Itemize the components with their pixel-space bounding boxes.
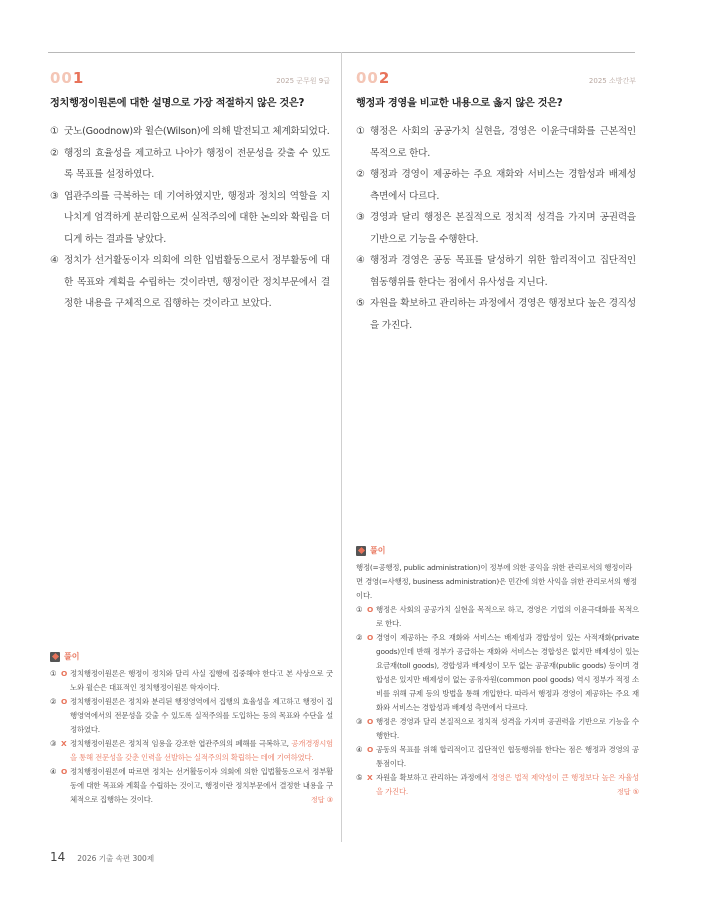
pencil-icon: [50, 652, 60, 662]
option-item: ① 행정은 사회의 공공가치 실현을, 경영은 이윤극대화를 근본적인 목적으로 한다.: [356, 126, 636, 159]
answer-label: 정답 ③: [310, 796, 333, 804]
option-item: ⑤ 자원을 확보하고 관리하는 과정에서 경영은 행정보다 높은 경직성을 가진다.: [356, 298, 636, 331]
explanation-item: ④ O 공동의 목표를 위해 합리적이고 집단적인 협동행위를 한다는 점은 행정과 경영의 공통점이다.: [356, 745, 639, 768]
page-number: 14: [50, 850, 66, 864]
explanation-item: ① O 행정은 사회의 공공가치 실현을 목적으로 하고, 경영은 기업의 이윤극대화를 목적으로 한다.: [356, 605, 639, 628]
explanation-2: [356, 545, 639, 799]
explanation-label: 풀이: [370, 546, 386, 555]
option-list: [50, 121, 330, 315]
book-title: 2026 기출 속편 300제: [77, 854, 155, 863]
explanation-item: ⑤ X 자원을 확보하고 관리하는 과정에서 경영은 법적 제약성이 큰 행정보다 높은 자율성을 가진다.: [356, 773, 639, 796]
option-item: ③ 경영과 달리 행정은 본질적으로 정치적 성격을 가지며 공권력을 기반으로 기능을 수행한다.: [356, 212, 636, 245]
highlighted-text: 공개경쟁시험을 통해 전문성을 갖춘 인력을 선발하는 실적주의의 확립하는 데에 기여하였다.: [70, 739, 333, 762]
option-item: ① 굿노(Goodnow)와 윌슨(Wilson)에 의해 발전되고 체계화되었다.: [50, 126, 330, 137]
answer-label: 정답 ⑤: [616, 788, 639, 796]
question-title: 정치행정이원론에 대한 설명으로 가장 적절하지 않은 것은?: [50, 98, 305, 109]
explanation-item: ② O 정치행정이원론은 정치와 분리된 행정영역에서 집행의 효율성을 제고하고 행정이 집행영역에서의 전문성을 갖출 수 있도록 실적주의를 도입하는 등의 목표와 수단을 설정하였다.: [50, 697, 333, 734]
explanation-item: ③ X 정치행정이원론은 정치적 임용을 강조한 엽관주의의 폐해를 극복하고, 공개경쟁시험을 통해 전문성을 갖춘 인력을 선발하는 실적주의의 확립하는 데에 기여하였다.: [50, 739, 333, 762]
question-header: [50, 70, 330, 86]
option-item: ② 행정의 효율성을 제고하고 나아가 행정이 전문성을 갖출 수 있도록 목표를 설정하였다.: [50, 147, 330, 180]
question-header: [356, 70, 636, 86]
column-divider: [341, 52, 342, 842]
option-item: ④ 행정과 경영은 공동 목표를 달성하기 위한 합리적이고 집단적인 협동행위를 한다는 점에서 유사성을 지닌다.: [356, 255, 636, 288]
question-1: [50, 70, 330, 315]
explanation-item: ③ O 행정은 경영과 달리 본질적으로 정치적 성격을 가지며 공권력을 기반으로 기능을 수행한다.: [356, 717, 639, 740]
explanation-item: ① O 정치행정이원론은 행정이 정치와 달리 사실 집행에 집중해야 한다고 본 사상으로 굿노와 윌슨은 대표적인 정치행정이원론 학자이다.: [50, 669, 333, 692]
question-title: 행정과 경영을 비교한 내용으로 옳지 않은 것은?: [356, 98, 563, 109]
question-number: 002: [356, 69, 391, 87]
explanation-intro: 행정(=공행정, public administration)이 정부에 의한 공익을 위한 관리로서의 행정이라면 경영(=사행정, business administration)은 민간에 의한 사익을 위한 관리로서의 행정이다.: [356, 563, 637, 600]
explanation-item: ④ O 정치행정이원론에 따르면 정치는 선거활동이자 의회에 의한 입법활동으로서 정부활동에 대한 목표와 계획을 수립하는 것이고, 행정이란 정치부문에서 결정한 내용을 구체적으로 집행하는 것이다.: [50, 767, 333, 804]
question-number: 001: [50, 69, 85, 87]
option-list: [356, 121, 636, 336]
explanation-header: [356, 545, 639, 556]
highlighted-text: 경영은 법적 제약성이 큰 행정보다 높은 자율성을 가진다.: [376, 773, 639, 796]
explanation-header: [50, 651, 333, 662]
explanation-1: [50, 651, 333, 807]
option-item: ② 행정과 경영이 제공하는 주요 재화와 서비스는 경합성과 배제성 측면에서 다르다.: [356, 169, 636, 202]
explanation-item: ② O 경영이 제공하는 주요 재화와 서비스는 배제성과 경합성이 있는 사적재화(private goods)인데 반해 정부가 공급하는 재화와 서비스는 경합성은 없지만 배제성이 있는 요금재(toll goods), 경합성과 배제성이 모두 없는 공공재(public goods) 등이며 경합성은 있지만 배제성이 없는 공유자원(common pool goods) 역시 정부가 적정 소비를 위해 규제 등의 방법을 통해 개입한다. 따라서 행정과 경영이 제공하는 주요 재화와 서비스는 경합성과 배제성 측면에서 다르다.: [356, 633, 639, 712]
question-source: 2025 소방간부: [588, 77, 636, 85]
question-source: 2025 군무원 9급: [276, 77, 330, 85]
option-item: ④ 정치가 선거활동이자 의회에 의한 입법활동으로서 정부활동에 대한 목표와 계획을 수립하는 것이라면, 행정이란 정치부문에서 결정한 내용을 구체적으로 집행하는 것이라고 보았다.: [50, 255, 330, 309]
option-item: ③ 엽관주의를 극복하는 데 기여하였지만, 행정과 정치의 역할을 지나치게 엄격하게 분리함으로써 실적주의에 대한 논의와 확립을 더디게 하는 결과를 낳았다.: [50, 190, 330, 245]
pencil-icon: [356, 546, 366, 556]
question-2: [356, 70, 636, 336]
explanation-label: 풀이: [64, 652, 80, 661]
page-footer: [50, 850, 154, 864]
